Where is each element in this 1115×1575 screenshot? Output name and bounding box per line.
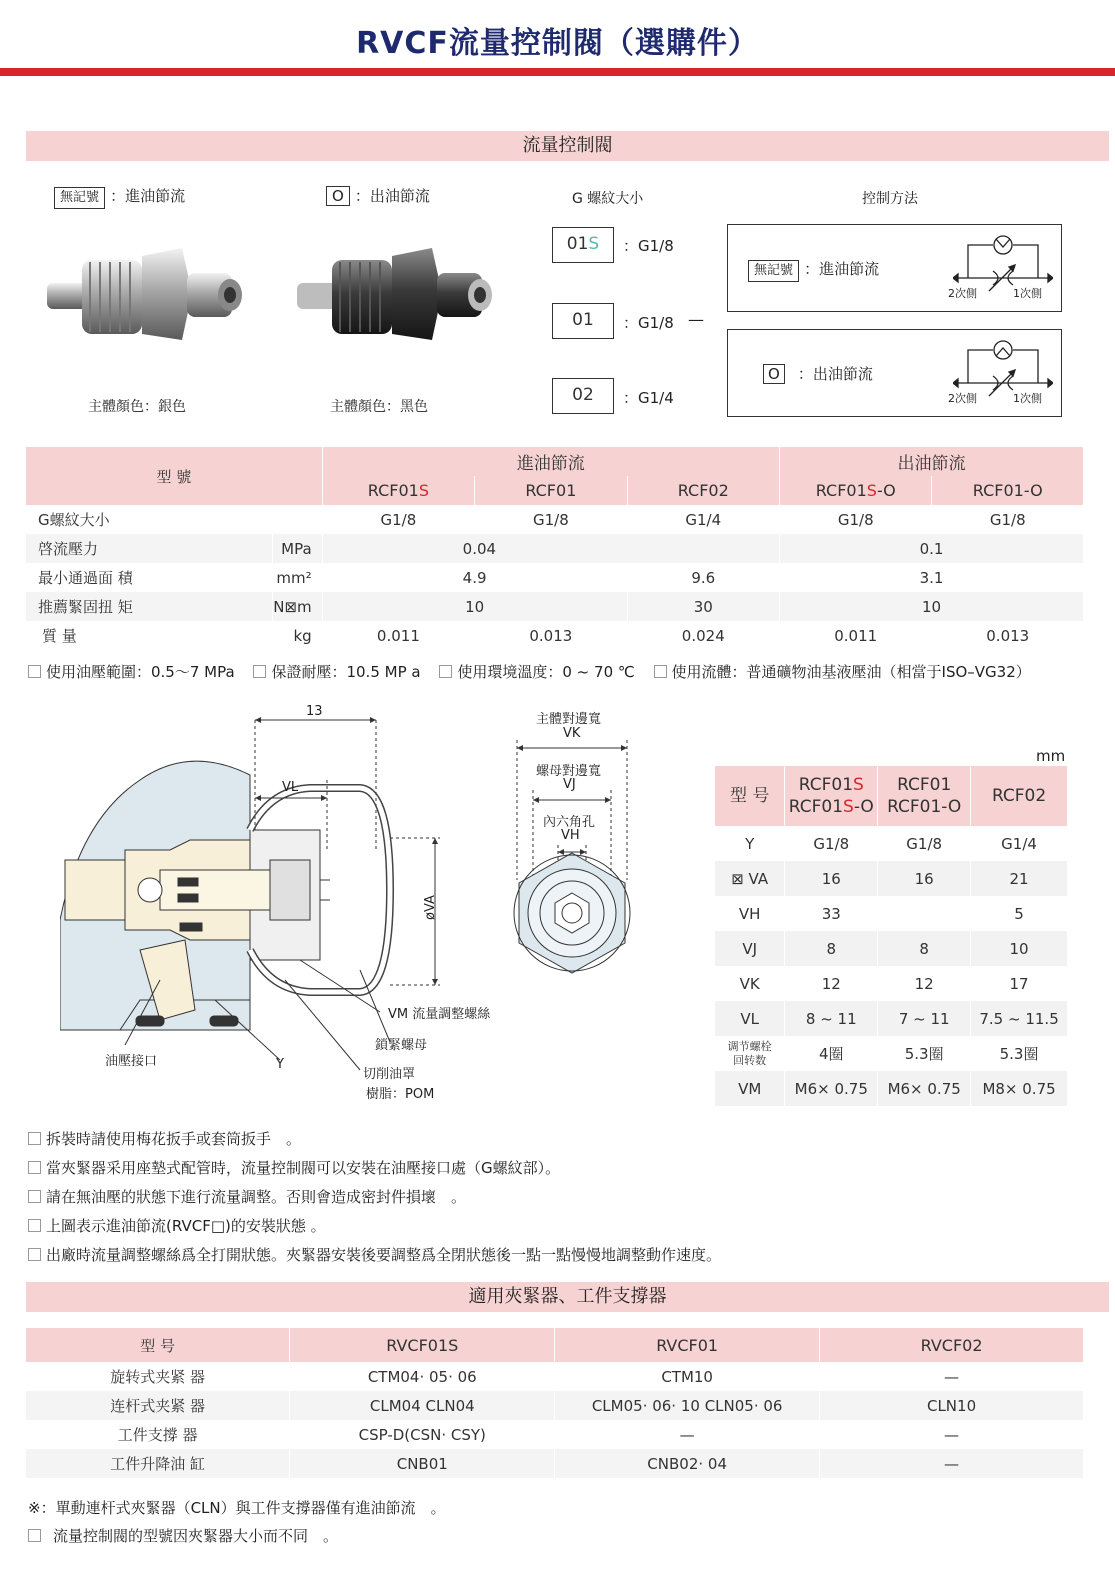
cell: CNB01 [290,1449,555,1478]
row-key: VL [715,1001,785,1036]
cell: G1/8 [779,505,932,534]
model-line: RCF01-O [887,797,962,817]
cut-cover-label: 切削油罩 [363,1067,416,1082]
row-key [715,1036,785,1071]
dim-vl-label: VL [282,780,299,795]
row-unit: MPa [273,534,322,563]
table-row [26,505,1084,534]
cell: CTM10 [555,1362,820,1391]
control-text: ：出油節流 [797,365,873,383]
y-label: Y [276,1057,284,1072]
model-tail: -O [876,481,896,500]
thread-size-01: ：G1/8 [623,314,674,332]
vj-label: VJ [563,777,576,792]
table-row [26,621,1084,650]
note-text: 拆裝時請使用梅花扳手或套筒扳手 。 [46,1130,302,1148]
cell: CLM05· 06· 10 CLN05· 06 [555,1391,820,1420]
cell: 0.011 [779,621,932,650]
silver-color-caption: 主體顏色：銀色 [88,399,186,415]
cell: 工件升降油 缸 [26,1449,290,1478]
header-cell: RVCF02 [820,1328,1084,1362]
note-text: 當夾緊器采用座墊式配管時，流量控制閥可以安裝在油壓接口處（G螺紋部）。 [46,1159,561,1177]
cell: 8 [785,931,878,966]
condition-temperature: 使用環境溫度：0 ~ 70 ℃ [457,663,635,681]
table-row [715,896,1068,931]
header-cell: RVCF01 [555,1328,820,1362]
condition-pressure: 使用油壓範圍：0.5～7 MPa [46,663,235,681]
bullet-square-icon [28,1248,41,1261]
note-2 [28,1157,560,1178]
dash-connector: — [688,310,704,329]
cell: M6× 0.75 [878,1071,971,1106]
row-key: ⊠ VA [715,861,785,896]
row-key: Y [715,826,785,861]
row-unit: mm² [273,563,322,592]
note-text: 請在無油壓的狀態下進行流量調整。否則會造成密封件損壞 。 [46,1188,467,1206]
cell: 10 [971,931,1068,966]
vh-title: 內六角孔 [543,815,596,830]
model-tail: -O [853,797,874,817]
cell: 0.013 [932,621,1084,650]
table-row [715,861,1068,896]
row-label: 最小通過面 積 [26,563,273,592]
condition-fluid: 使用流體：普通礦物油基液壓油（相當于ISO–VG32） [671,663,1031,681]
spec-model-rcf01s-o [779,476,932,505]
note-5 [28,1244,721,1265]
cell: 17 [971,966,1068,1001]
header-cell: 型 号 [26,1328,290,1362]
vj-title: 螺母對邊寬 [536,764,602,779]
bullet-square-icon [439,665,452,678]
cell: 16 [785,861,878,896]
section-band-applicable: 適用夾緊器、工件支撐器 [26,1282,1109,1312]
o-tag: O [326,186,350,206]
cell: 连杆式夹紧 器 [26,1391,290,1420]
note-1 [28,1128,301,1149]
silver-valve-heading [54,185,185,209]
cell: 10 [322,592,627,621]
control-text: ：進油節流 [804,260,880,278]
cell: 0.024 [627,621,779,650]
table-row [26,1449,1084,1478]
dim-13-label: 13 [306,704,323,719]
note-text: 上圖表示進油節流(RVCF□)的安裝狀態 。 [46,1217,326,1235]
model-suffix: S [853,775,864,795]
footnote-1: ※：單動連杆式夾緊器（CLN）與工件支撐器僅有進油節流 。 [28,1499,446,1517]
dimension-table [715,766,1068,1106]
cell: 旋转式夹紧 器 [26,1362,290,1391]
condition-proof-pressure: 保證耐壓：10.5 MP a [271,663,421,681]
note-text: 流量控制閥的型號因夾緊器大小而不同 。 [53,1527,339,1545]
bullet-square-icon [654,665,667,678]
spec-model-rcf01: RCF01 [475,476,627,505]
cell: 工件支撐 器 [26,1420,290,1449]
model-suffix: S [418,481,429,500]
table-row [715,1001,1068,1036]
cell: 0.011 [322,621,474,650]
table-row [26,563,1084,592]
bullet-square-icon [28,1132,41,1145]
cell: 4圈 [785,1036,878,1071]
cell: CLN10 [820,1391,1084,1420]
applicable-table [26,1328,1084,1478]
row-key: VK [715,966,785,1001]
row-label: 推薦緊固扭 矩 [26,592,273,621]
installation-section-drawing [60,700,510,1110]
footnote-2 [28,1525,338,1546]
vk-label: VK [563,726,581,741]
code-box-01s [552,227,614,263]
cell: 30 [627,592,779,621]
cell: 5.3圈 [878,1036,971,1071]
row-label: 質 量 [26,621,273,650]
black-valve-photo [292,238,502,348]
code-suffix: S [588,234,600,254]
no-mark-tag: 無記號 [54,187,105,209]
dim-col-rcf01s [785,766,878,826]
cell: 10 [779,592,1083,621]
title-divider [0,68,1115,76]
dim-unit: mm [1036,747,1066,765]
cell: 5 [971,896,1068,931]
table-row [26,592,1084,621]
cell [878,896,971,931]
cell: 7.5 ~ 11.5 [971,1001,1068,1036]
cell: CLM04 CLN04 [290,1391,555,1420]
table-row [26,534,1084,563]
row-unit: kg [273,621,322,650]
spec-group-out: 出油節流 [779,447,1083,476]
cell: G1/4 [971,826,1068,861]
cell: 5.3圈 [971,1036,1068,1071]
o-tag: O [763,364,785,384]
table-row [715,1036,1068,1071]
dim-va-label: øVA [422,895,438,920]
table-row [715,1071,1068,1106]
control-box-out [727,329,1062,417]
spec-model-rcf01s [322,476,474,505]
bullet-square-icon [253,665,266,678]
row-label: G螺紋大小 [26,505,322,534]
cell: G1/8 [785,826,878,861]
cell: 8 ~ 11 [785,1001,878,1036]
black-valve-type: ：出油節流 [354,187,430,205]
thread-size-01s: ：G1/8 [623,237,674,255]
spec-model-label: 型 號 [26,447,322,505]
no-mark-tag: 無記號 [748,260,799,282]
cell: G1/4 [627,505,779,534]
cell: 0.1 [779,534,1083,563]
code-box-02 [552,378,614,414]
dim-col-rcf02: RCF02 [971,766,1068,826]
secondary-side-label: 2次側 [948,287,977,300]
row-unit: N⊠m [273,592,322,621]
row-key-line: 回转数 [733,1053,767,1067]
model-suffix: S [866,481,877,500]
row-key-line: 调节螺栓 [727,1039,772,1053]
code-main: 01 [566,234,589,254]
row-label: 啓流壓力 [26,534,273,563]
row-key: VM [715,1071,785,1106]
bullet-square-icon [28,665,41,678]
cell: G1/8 [322,505,474,534]
cell: 12 [878,966,971,1001]
bullet-square-icon [28,1219,41,1232]
cell: — [555,1420,820,1449]
code-main: 02 [572,385,594,405]
note-text: 出廠時流量調整螺絲爲全打開狀態。夾緊器安裝後要調整爲全閉狀態後一點一點慢慢地調整動作速度。 [46,1246,722,1264]
model-main: RCF01 [815,481,867,500]
table-row [715,966,1068,1001]
cell: 3.1 [779,563,1083,592]
table-row [26,1391,1084,1420]
page-title: RVCF流量控制閥（選購件） [356,26,759,61]
cell: M6× 0.75 [785,1071,878,1106]
usage-conditions [28,661,1031,682]
resin-label: 樹脂：POM [366,1087,435,1102]
bullet-square-icon [28,1190,41,1203]
dim-col-rcf01 [878,766,971,826]
cell: 16 [878,861,971,896]
bullet-square-icon [28,1161,41,1174]
cell: 0.013 [475,621,627,650]
table-row [26,1362,1084,1391]
vk-title: 主體對邊寬 [536,712,602,727]
model-main: RCF01 [788,797,844,817]
table-row [26,1420,1084,1449]
lock-nut-label: 鎖緊螺母 [375,1038,428,1053]
cell: CTM04· 05· 06 [290,1362,555,1391]
model-suffix: S [843,797,854,817]
cell: 33 [785,896,878,931]
spec-table [26,447,1084,650]
control-box-in [727,224,1062,312]
vm-screw-label: VM 流量調整螺絲 [388,1007,491,1022]
code-main: 01 [572,310,594,330]
spec-group-in: 進油節流 [322,447,779,476]
thread-size-02: ：G1/4 [623,389,674,407]
code-box-01 [552,303,614,339]
cell: G1/8 [475,505,627,534]
row-key: VJ [715,931,785,966]
model-line: RCF01 [897,775,952,795]
cell: 7 ~ 11 [878,1001,971,1036]
cell: — [820,1362,1084,1391]
header-cell: RVCF01S [290,1328,555,1362]
cell: 8 [878,931,971,966]
cell: M8× 0.75 [971,1071,1068,1106]
spec-model-rcf01-o: RCF01-O [932,476,1084,505]
vh-label: VH [561,828,580,843]
note-3 [28,1186,466,1207]
cell: — [820,1449,1084,1478]
cell: 4.9 [322,563,627,592]
cell: CNB02· 04 [555,1449,820,1478]
cell: CSP-D(CSN· CSY) [290,1420,555,1449]
black-color-caption: 主體顏色：黑色 [330,399,428,415]
spec-model-rcf02: RCF02 [627,476,779,505]
black-valve-heading [326,185,430,206]
cell: 9.6 [627,563,779,592]
cell: 12 [785,966,878,1001]
section-band-flow-valve: 流量控制閥 [26,131,1109,161]
row-key: VH [715,896,785,931]
cell: 0.04 [322,534,779,563]
primary-side-label: 1次側 [1013,392,1042,405]
note-4 [28,1215,326,1236]
cell: — [820,1420,1084,1449]
secondary-side-label: 2次側 [948,392,977,405]
thread-size-header: G 螺紋大小 [572,191,644,207]
silver-valve-type: ：進油節流 [110,187,186,205]
model-main: RCF01 [798,775,854,795]
bullet-square-icon [28,1529,41,1542]
model-main: RCF01 [367,481,419,500]
cell: G1/8 [932,505,1084,534]
cell: 21 [971,861,1068,896]
dim-model-label: 型 号 [715,766,785,826]
table-row [715,826,1068,861]
cell: G1/8 [878,826,971,861]
control-method-header: 控制方法 [862,191,918,207]
primary-side-label: 1次側 [1013,287,1042,300]
silver-valve-photo [42,238,252,348]
port-label: 油壓接口 [105,1054,158,1069]
table-row [715,931,1068,966]
